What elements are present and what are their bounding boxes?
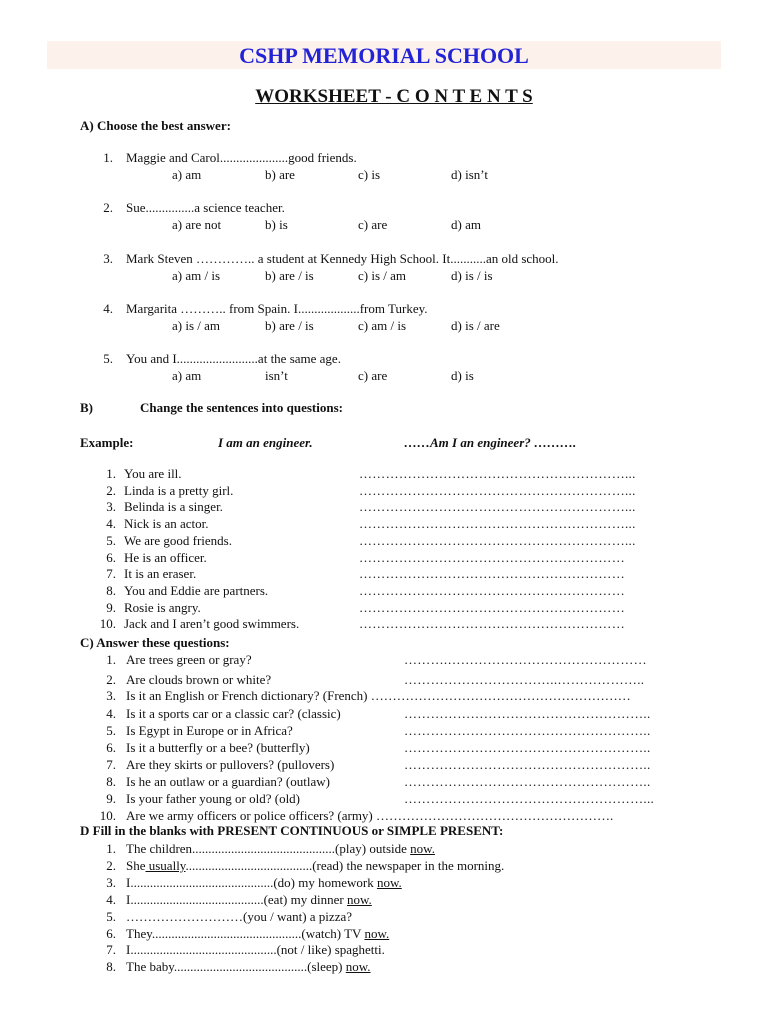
answer-option: c) are <box>358 217 388 232</box>
sentence-text: Nick is an actor. <box>124 516 209 532</box>
question-number: 7. <box>106 942 116 958</box>
question-number: 5. <box>103 351 113 366</box>
answer-blank: ……………………………………………….. <box>404 706 651 721</box>
question-text: Are they skirts or pullovers? (pullovers) <box>126 757 335 772</box>
answer-option: a) am <box>172 368 202 383</box>
answer-blank: ……………………………………………….. <box>404 723 651 738</box>
question-number: 4. <box>103 301 113 316</box>
question-number: 1. <box>106 466 116 481</box>
question-number: 10. <box>99 808 116 823</box>
answer-option: c) is <box>358 167 381 182</box>
question-number: 4. <box>106 706 116 721</box>
fill-blank-sentence <box>126 959 371 975</box>
answer-option: a) are not <box>172 217 222 232</box>
answer-blank: ……………………………………………………... <box>359 482 636 498</box>
answer-option: b) are / is <box>265 268 314 283</box>
question-text: Mark Steven ………….. a student at Kennedy High School. It...........an old school. <box>126 251 559 266</box>
question-number: 5. <box>106 532 116 548</box>
sentence-text: He is an officer. <box>124 549 207 565</box>
sentence-part: I.........................................(eat) my dinner <box>126 891 347 907</box>
example-question: I am an engineer. <box>218 435 313 450</box>
question-text: Is he an outlaw or a guardian? (outlaw) <box>126 774 330 789</box>
underlined-word: now. <box>364 925 390 941</box>
answer-option: b) are <box>265 167 295 182</box>
answer-option: a) is / am <box>172 318 221 333</box>
answer-option: isn’t <box>265 368 288 383</box>
section-b-heading: Change the sentences into questions: <box>140 400 343 415</box>
example-label: Example: <box>80 435 134 450</box>
fill-blank-sentence <box>126 892 372 908</box>
question-number: 6. <box>106 925 116 941</box>
question-number: 3. <box>106 499 116 515</box>
answer-blank: …………………………………………………… <box>359 549 625 565</box>
fill-blank-sentence <box>126 909 352 925</box>
underlined-word: now. <box>345 959 371 975</box>
question-text: Maggie and Carol.....................good friends. <box>126 150 357 165</box>
question-number: 5. <box>106 723 116 738</box>
question-number: 6. <box>106 740 116 755</box>
question-number: 3. <box>103 251 113 266</box>
answer-option: a) am / is <box>172 268 221 283</box>
question-number: 6. <box>106 549 116 565</box>
fill-blank-sentence <box>126 858 504 874</box>
section-d-heading: D Fill in the blanks with PRESENT CONTINUOUS or SIMPLE PRESENT: <box>80 823 504 838</box>
fill-blank-sentence <box>126 841 435 857</box>
question-number: 7. <box>106 566 116 582</box>
sentence-text: It is an eraser. <box>124 566 197 582</box>
sentence-text: Rosie is angry. <box>124 599 201 615</box>
answer-option: a) am <box>172 167 202 182</box>
question-number: 8. <box>106 774 116 789</box>
answer-blank: ……………………………..……………….. <box>404 672 645 687</box>
question-text: Is your father young or old? (old) <box>126 791 301 806</box>
answer-blank: ……………………………………………………... <box>359 466 636 481</box>
sentence-part: ………………………(you / want) a pizza? <box>126 908 353 924</box>
question-number: 8. <box>106 959 116 975</box>
question-number: 8. <box>106 582 116 598</box>
question-number: 2. <box>106 857 116 873</box>
sentence-text: You are ill. <box>124 466 182 481</box>
answer-option: d) isn’t <box>451 167 488 182</box>
sentence-part: .......................................(read) the newspaper in the morning. <box>185 857 505 873</box>
school-title: CSHP MEMORIAL SCHOOL <box>239 43 529 68</box>
answer-blank: ……………………………………………………... <box>359 516 636 532</box>
question-text: Is Egypt in Europe or in Africa? <box>126 723 293 738</box>
question-number: 4. <box>106 891 116 907</box>
sentence-part: The baby.........................................(sleep) <box>126 959 346 975</box>
answer-blank: ……………………………………………….. <box>404 774 651 789</box>
underlined-word: now. <box>410 841 435 856</box>
question-number: 4. <box>106 516 116 532</box>
answer-option: d) is <box>451 368 474 383</box>
question-number: 3. <box>106 688 116 703</box>
section-a-heading: A) Choose the best answer: <box>80 118 231 133</box>
section-b-label: B) <box>80 400 93 415</box>
answer-blank: …………………………………………………… <box>359 599 625 615</box>
sentence-part: I.............................................(not / like) spaghetti. <box>126 942 385 958</box>
question-number: 1. <box>103 150 113 165</box>
question-text: You and I.........................at the same age. <box>126 351 341 366</box>
answer-option: b) are / is <box>265 318 314 333</box>
answer-blank: ……….……………………………………… <box>404 652 647 667</box>
answer-blank: …………………………………………………… <box>359 566 625 582</box>
answer-option: c) are <box>358 368 388 383</box>
question-text: Is it a sports car or a classic car? (classic) <box>126 706 341 721</box>
worksheet-title: WORKSHEET - C O N T E N T S <box>255 86 533 107</box>
question-number: 2. <box>106 672 116 687</box>
answer-blank: …………………………………………………… <box>359 582 625 598</box>
sentence-part: They..............................................(watch) TV <box>126 925 365 941</box>
answer-blank: ……………………………………………………... <box>359 532 636 548</box>
question-number: 10. <box>99 616 116 632</box>
answer-option: d) am <box>451 217 481 232</box>
sentence-part: The children............................................(play) outside <box>126 841 411 856</box>
question-number: 3. <box>106 874 116 890</box>
question-number: 1. <box>106 841 116 856</box>
answer-option: d) is / is <box>451 268 493 283</box>
question-text: Are trees green or gray? <box>126 652 252 667</box>
answer-blank: ……………………………………………………... <box>359 499 636 515</box>
question-text: Is it a butterfly or a bee? (butterfly) <box>126 740 310 755</box>
question-text: Margarita ……….. from Spain. I...................from Turkey. <box>126 301 428 316</box>
question-text: Sue...............a science teacher. <box>126 200 285 215</box>
section-c-heading: C) Answer these questions: <box>80 635 230 650</box>
answer-option: b) is <box>265 217 288 232</box>
question-text: Are clouds brown or white? <box>126 672 272 687</box>
fill-blank-sentence <box>126 942 385 958</box>
answer-blank: ………………………………………………... <box>404 791 655 806</box>
question-number: 1. <box>106 652 116 667</box>
sentence-text: You and Eddie are partners. <box>124 582 269 598</box>
answer-blank: ……………………………………………….. <box>404 757 651 772</box>
sentence-text: Belinda is a singer. <box>124 499 223 515</box>
sentence-text: We are good friends. <box>124 532 232 548</box>
question-text: Is it an English or French dictionary? (French) …………………………………………………… <box>126 688 631 703</box>
fill-blank-sentence <box>126 926 389 942</box>
question-number: 2. <box>106 482 116 498</box>
underlined-word: now. <box>346 891 372 907</box>
sentence-text: Jack and I aren’t good swimmers. <box>124 616 300 632</box>
answer-blank: ……………………………………………….. <box>404 740 651 755</box>
underlined-word: usually <box>145 857 186 873</box>
question-number: 7. <box>106 757 116 772</box>
fill-blank-sentence <box>126 875 402 891</box>
sentence-part: She <box>126 857 146 873</box>
sentence-text: Linda is a pretty girl. <box>124 482 234 498</box>
question-number: 9. <box>106 791 116 806</box>
question-number: 5. <box>106 908 116 924</box>
answer-option: c) is / am <box>358 268 407 283</box>
example-answer: ……Am I an engineer? ………. <box>404 435 577 450</box>
question-text: Are we army officers or police officers? (army) ………………………………………………. <box>126 808 614 823</box>
underlined-word: now. <box>376 874 402 890</box>
answer-option: c) am / is <box>358 318 407 333</box>
sentence-part: I............................................(do) my homework <box>126 874 377 890</box>
question-number: 2. <box>103 200 113 215</box>
answer-blank: …………………………………………………… <box>359 616 625 632</box>
answer-option: d) is / are <box>451 318 500 333</box>
question-number: 9. <box>106 599 116 615</box>
